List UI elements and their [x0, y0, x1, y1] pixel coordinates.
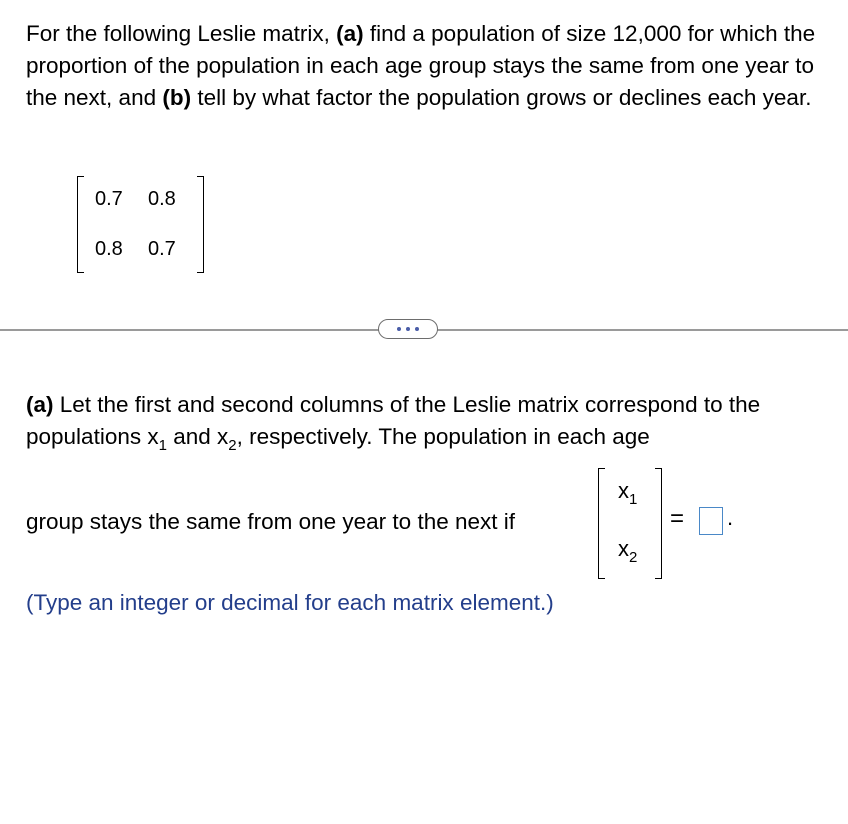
leslie-matrix: [77, 176, 204, 273]
equals-sign: =: [670, 505, 685, 532]
part-a-condition-text: group stays the same from one year to the next if: [26, 509, 516, 534]
part-a-label: (a): [336, 21, 364, 46]
ellipsis-icon: [397, 327, 401, 331]
vector-left-bracket: [598, 468, 605, 579]
ellipsis-icon: [415, 327, 419, 331]
part-b-label: (b): [162, 85, 192, 110]
variable-x1: $x_1$: [147, 424, 167, 454]
matrix-cell-r1c1: 0.7: [95, 188, 123, 210]
matrix-right-bracket: [197, 176, 204, 273]
question-intro: For the following Leslie matrix,: [26, 21, 337, 46]
ellipsis-icon: [406, 327, 410, 331]
matrix-cell-r1c2: 0.8: [148, 188, 176, 210]
variable-x2: $x_2$: [217, 424, 237, 454]
answer-input[interactable]: [699, 507, 723, 535]
vector-x2: $x_2$: [618, 536, 638, 566]
vector-right-bracket: [655, 468, 662, 579]
population-vector: [598, 468, 662, 579]
question-part-a-text: find a population of size 12,000 for which the proportion of the population in each age group stays the same from one year to the next, and: [26, 21, 816, 110]
vector-x1: $x_1$: [618, 478, 638, 508]
show-more-button[interactable]: [378, 319, 438, 339]
part-a-heading: (a): [26, 392, 54, 417]
and-text: and: [166, 424, 217, 449]
part-a-text-2: , respectively. The population in each age: [236, 424, 650, 449]
matrix-left-bracket: [77, 176, 84, 273]
answer-hint: (Type an integer or decimal for each matrix element.): [26, 590, 554, 615]
period: .: [727, 505, 734, 530]
question-text: [26, 18, 826, 114]
part-a-prompt: [26, 389, 836, 456]
question-part-b-text: tell by what factor the population grows or declines each year.: [191, 85, 812, 110]
matrix-cell-r2c2: 0.7: [148, 238, 176, 260]
matrix-cell-r2c1: 0.8: [95, 238, 123, 260]
part-a-text-1: Let the first and second columns of the Leslie matrix correspond to the populations: [26, 392, 761, 449]
